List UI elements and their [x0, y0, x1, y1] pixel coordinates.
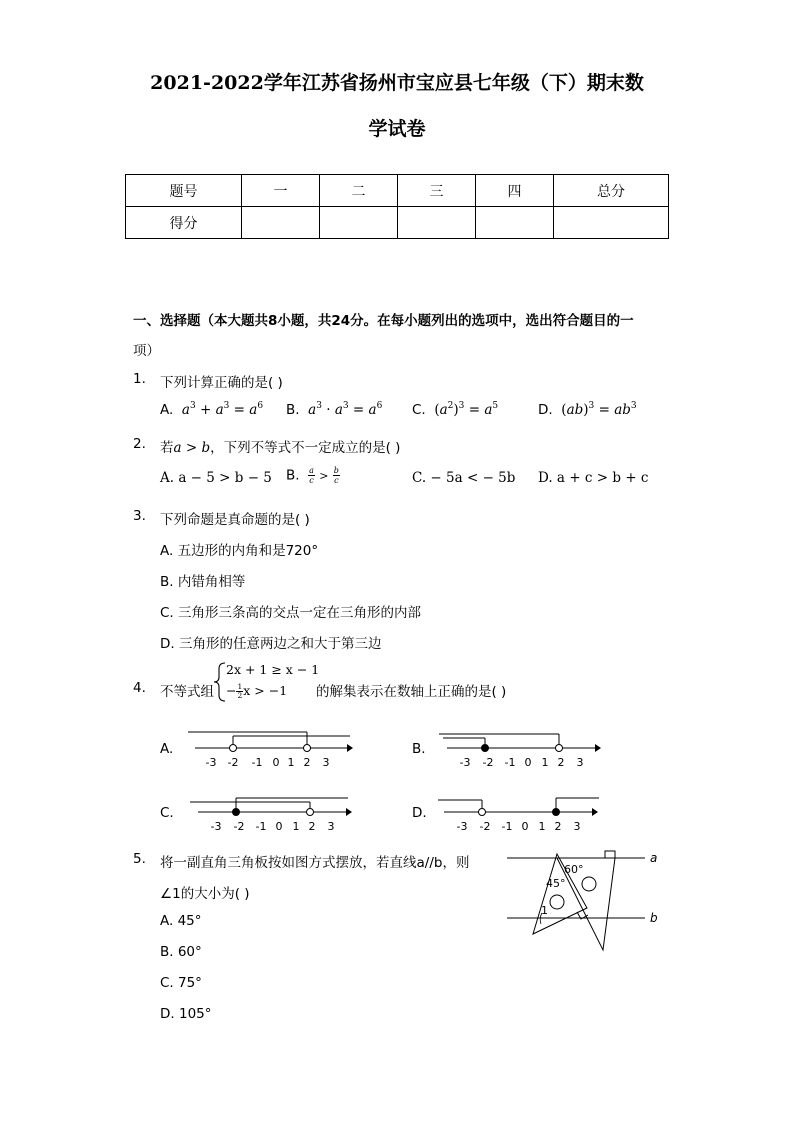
question-number: 2. — [133, 436, 146, 452]
q3-option: A. 五边形的内角和是720° — [160, 543, 319, 559]
line-b-label: b — [650, 911, 658, 925]
q1-option-d: D. $(ab)^3 = ab^3$ — [538, 401, 637, 418]
q5-option: B. 60° — [160, 944, 202, 960]
tick-label: 3 — [327, 820, 335, 833]
question-stem: 下列命题是真命题的是( ) — [160, 512, 310, 528]
brace-icon — [213, 662, 227, 702]
triangle-figure — [505, 846, 670, 956]
tick-label: -3 — [210, 820, 222, 833]
question-stem: 若a > b，下列不等式不一定成立的是( ) — [160, 440, 401, 456]
tick-label: -2 — [482, 756, 494, 769]
tick-label: 1 — [287, 756, 295, 769]
score-cell — [398, 207, 476, 239]
inequality-1: 2x + 1 ≥ x − 1 — [226, 662, 320, 677]
q4-option-label: D. — [412, 805, 427, 821]
tick-label: -3 — [205, 756, 217, 769]
question-number: 1. — [133, 371, 146, 387]
score-header-cell: 三 — [398, 175, 476, 207]
q1-option-b: B. $a^3 \cdot a^3 = a^6$ — [286, 401, 383, 418]
q4-option-label: A. — [160, 741, 174, 757]
tick-label: -1 — [251, 756, 263, 769]
tick-label: 3 — [576, 756, 584, 769]
question-stem: 下列计算正确的是( ) — [160, 375, 283, 391]
tick-label: 2 — [308, 820, 316, 833]
q5-option: D. 105° — [160, 1006, 212, 1022]
score-header-cell: 题号 — [126, 175, 242, 207]
question-stem-cont: ∠1的大小为( ) — [160, 886, 250, 902]
line-a-label: a — [650, 851, 658, 865]
tick-label: -2 — [227, 756, 239, 769]
q1-option-a: A. $a^3 + a^3 = a^6$ — [160, 401, 264, 418]
score-header-cell: 一 — [242, 175, 320, 207]
number-line-b — [437, 726, 607, 772]
tick-label: -1 — [501, 820, 513, 833]
question-number: 4. — [133, 680, 146, 696]
question-stem-post: 的解集表示在数轴上正确的是( ) — [316, 684, 507, 700]
question-stem-pre: 不等式组 — [160, 684, 214, 700]
score-cell — [320, 207, 398, 239]
tick-label: 0 — [524, 756, 532, 769]
page-title-line2: 学试卷 — [368, 118, 426, 140]
question-number: 3. — [133, 508, 146, 524]
q2-option-c: C. − 5a < − 5b — [412, 470, 516, 486]
angle-1-label: 1 — [541, 904, 548, 917]
question-number: 5. — [133, 851, 146, 867]
tick-label: 1 — [538, 820, 546, 833]
score-header-cell: 总分 — [554, 175, 669, 207]
section-heading-cont: 项） — [133, 343, 160, 359]
q1-option-c: C. $(a^2)^3 = a^5$ — [412, 401, 499, 418]
q5-option: A. 45° — [160, 913, 202, 929]
tick-label: 3 — [573, 820, 581, 833]
number-line-a — [185, 726, 355, 772]
inequality-2: − $\frac{1}{2}$ x > −1 — [226, 682, 288, 700]
tick-label: 1 — [292, 820, 300, 833]
tick-label: -2 — [233, 820, 245, 833]
angle-60-label: 60° — [564, 863, 584, 876]
tick-label: 0 — [275, 820, 283, 833]
q2-option-a: A. a − 5 > b − 5 — [160, 470, 272, 486]
q2-option-b: B. $\frac{a}{c}$ > $\frac{b}{c}$ — [286, 466, 339, 485]
score-row-label: 得分 — [126, 207, 242, 239]
tick-label: -1 — [504, 756, 516, 769]
tick-label: 2 — [554, 820, 562, 833]
number-line-c — [188, 790, 358, 836]
tick-label: -1 — [255, 820, 267, 833]
score-table — [125, 174, 669, 239]
question-stem: 将一副直角三角板按如图方式摆放，若直线a//b，则 — [160, 855, 470, 871]
score-cell — [242, 207, 320, 239]
q3-option: D. 三角形的任意两边之和大于第三边 — [160, 636, 382, 652]
tick-label: 3 — [322, 756, 330, 769]
page-title: 2021-2022学年江苏省扬州市宝应县七年级（下）期末数 — [150, 72, 644, 94]
q3-option: C. 三角形三条高的交点一定在三角形的内部 — [160, 605, 422, 621]
q4-option-label: C. — [160, 805, 174, 821]
tick-label: 0 — [521, 820, 529, 833]
section-heading: 一、选择题（本大题共8小题，共24分。在每小题列出的选项中，选出符合题目的一 — [133, 313, 634, 329]
score-cell — [476, 207, 554, 239]
angle-45-label: 45° — [546, 877, 566, 890]
score-table-header-row — [126, 175, 669, 207]
tick-label: 2 — [303, 756, 311, 769]
score-header-cell: 二 — [320, 175, 398, 207]
q5-option: C. 75° — [160, 975, 202, 991]
tick-label: -2 — [479, 820, 491, 833]
tick-label: 1 — [541, 756, 549, 769]
q3-option: B. 内错角相等 — [160, 574, 246, 590]
number-line-d — [434, 790, 606, 836]
tick-label: -3 — [459, 756, 471, 769]
q4-option-label: B. — [412, 741, 426, 757]
tick-label: -3 — [456, 820, 468, 833]
score-header-cell: 四 — [476, 175, 554, 207]
score-cell — [554, 207, 669, 239]
tick-label: 0 — [272, 756, 280, 769]
tick-label: 2 — [557, 756, 565, 769]
q2-option-d: D. a + c > b + c — [538, 470, 649, 486]
score-table-score-row — [126, 207, 669, 239]
